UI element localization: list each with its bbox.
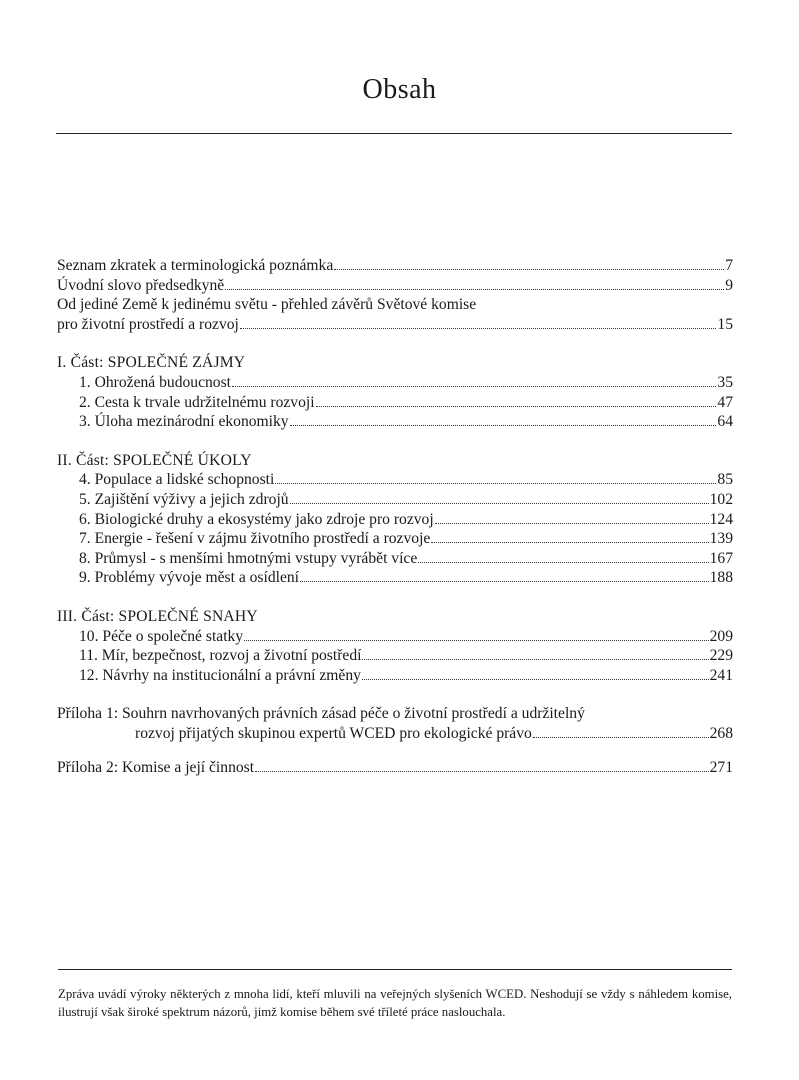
toc-entry-label: rozvoj přijatých skupinou expertů WCED pro ekologické právo	[135, 724, 532, 742]
toc-chapter-5[interactable]	[57, 490, 733, 510]
toc-entry-page: 35	[717, 373, 733, 391]
toc-entry-label: pro životní prostředí a rozvoj	[57, 315, 239, 333]
dot-leader	[418, 551, 708, 563]
toc-chapter-12[interactable]	[57, 666, 733, 686]
toc-entry-page: 15	[717, 315, 733, 333]
toc-entry-page: 7	[725, 257, 733, 274]
toc-chapter-6[interactable]	[57, 510, 733, 530]
toc-entry-page: 271	[709, 759, 733, 777]
toc-entry-label: Příloha 2: Komise a její činnost	[57, 759, 255, 777]
toc-chapter-1[interactable]	[57, 373, 733, 393]
dot-leader	[290, 414, 717, 426]
dot-leader	[362, 648, 708, 660]
toc-entry-page: 209	[709, 627, 733, 645]
toc-entry-abbreviations[interactable]	[57, 256, 733, 276]
dot-leader	[255, 760, 709, 772]
dot-leader	[240, 317, 717, 329]
part-heading-3: III. Část: SPOLEČNÉ SNAHY	[57, 607, 258, 625]
toc-entry-page: 85	[717, 471, 733, 489]
toc-chapter-4[interactable]	[57, 470, 733, 490]
toc-entry-page: 64	[717, 413, 733, 431]
toc-entry-page: 102	[709, 490, 733, 508]
toc-entry-page: 268	[709, 724, 733, 742]
toc-entry-label: 12. Návrhy na institucionální a právní změny	[79, 666, 361, 684]
dot-leader	[316, 394, 717, 406]
toc-entry-label: 7. Energie - řešení v zájmu životního prostředí a rozvoje	[79, 530, 431, 548]
dot-leader	[334, 258, 724, 270]
toc-entry-label: 10. Péče o společné statky	[79, 627, 244, 645]
dot-leader	[244, 628, 708, 640]
dot-leader	[275, 472, 716, 484]
toc-entry-page: 229	[709, 647, 733, 665]
top-divider	[56, 133, 732, 134]
dot-leader	[225, 277, 724, 289]
toc-chapter-9[interactable]	[57, 568, 733, 588]
toc-chapter-7[interactable]	[57, 529, 733, 549]
toc-chapter-8[interactable]	[57, 549, 733, 569]
toc-entry-label: 6. Biologické druhy a ekosystémy jako zdroje pro rozvoj	[79, 510, 434, 528]
dot-leader	[533, 726, 709, 738]
toc-entry-label: 3. Úloha mezinárodní ekonomiky	[79, 413, 289, 431]
part-heading-1: I. Část: SPOLEČNÉ ZÁJMY	[57, 354, 246, 372]
toc-appendix-1[interactable]	[57, 724, 733, 744]
toc-entry-label: 4. Populace a lidské schopnosti	[79, 471, 275, 489]
toc-entry-foreword[interactable]	[57, 276, 733, 296]
toc-entry-label: Seznam zkratek a terminologická poznámka	[57, 257, 334, 274]
toc-entry-page: 241	[709, 666, 733, 684]
table-of-contents	[57, 256, 733, 778]
toc-entry-page: 188	[709, 569, 733, 587]
dot-leader	[290, 492, 709, 504]
toc-entry-overview[interactable]	[57, 315, 733, 335]
toc-entry-page: 47	[717, 393, 733, 411]
toc-entry-page: 139	[709, 530, 733, 548]
toc-appendix-2[interactable]	[57, 758, 733, 778]
toc-appendix-1-line1[interactable]: Příloha 1: Souhrn navrhovaných právních zásad péče o životní prostředí a udržitelný	[57, 705, 585, 723]
toc-chapter-3[interactable]	[57, 412, 733, 432]
toc-chapter-2[interactable]	[57, 393, 733, 413]
footnote: Zpráva uvádí výroky některých z mnoha lidí, kteří mluvili na veřejných slyšeních WCED. Neshodují se vždy s náhledem komise, ilustrují však široké spektrum názorů, jimž komise během své tříleté práce naslouchala.	[58, 987, 732, 1019]
page-title: Obsah	[362, 74, 437, 105]
toc-entry-label: Úvodní slovo předsedkyně	[57, 276, 225, 294]
toc-chapter-11[interactable]	[57, 646, 733, 666]
toc-entry-label: 1. Ohrožená budoucnost	[79, 373, 232, 391]
footnote-divider	[58, 969, 732, 970]
dot-leader	[362, 667, 709, 679]
toc-entry-page: 167	[709, 549, 733, 567]
toc-entry-label: 11. Mír, bezpečnost, rozvoj a životní postředí	[79, 647, 362, 665]
toc-entry-label: 5. Zajištění výživy a jejich zdrojů	[79, 490, 289, 508]
dot-leader	[300, 570, 709, 582]
part-heading-2: II. Část: SPOLEČNÉ ÚKOLY	[57, 451, 252, 469]
dot-leader	[435, 511, 709, 523]
toc-entry-page: 9	[725, 276, 733, 294]
toc-entry-label: 9. Problémy vývoje měst a osídlení	[79, 569, 300, 587]
toc-entry-label: 8. Průmysl - s menšími hmotnými vstupy vyrábět více	[79, 549, 418, 567]
toc-entry-overview-line1[interactable]: Od jediné Země k jedinému světu - přehled závěrů Světové komise	[57, 296, 477, 314]
toc-chapter-10[interactable]	[57, 627, 733, 647]
toc-entry-label: 2. Cesta k trvale udržitelnému rozvoji	[79, 393, 315, 411]
dot-leader	[431, 531, 708, 543]
dot-leader	[232, 375, 716, 387]
toc-entry-page: 124	[709, 510, 733, 528]
